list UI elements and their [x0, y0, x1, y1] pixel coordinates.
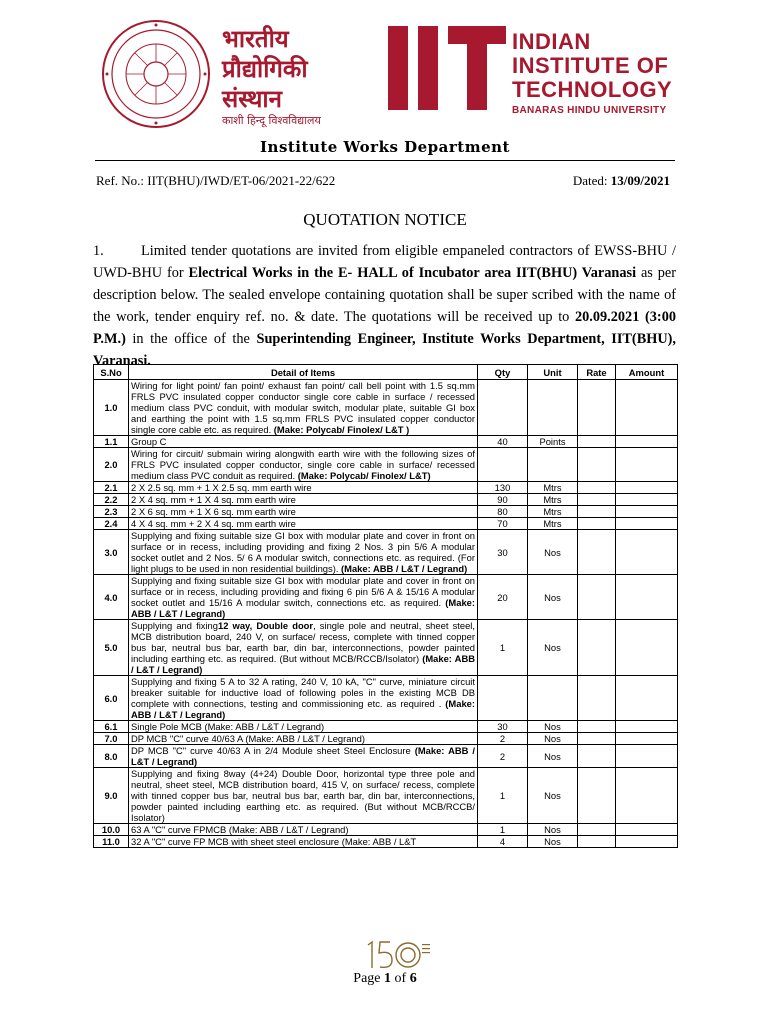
page-number — [0, 971, 770, 987]
item-sno: 1.1 — [94, 436, 129, 448]
date-line — [573, 173, 670, 189]
item-detail — [129, 530, 478, 575]
item-text: DP MCB "C" curve 40/63 A (Make: ABB / L&T / Legrand) — [131, 733, 366, 744]
item-rate — [578, 824, 616, 836]
table-row — [94, 836, 678, 848]
items-table — [93, 364, 678, 848]
eng-line-2: INSTITUTE OF — [512, 53, 669, 78]
para-text-1: Limited tender quotations are invited from eligible empaneled contractors of EWSS-BHU / UWD-BHU for — [93, 243, 676, 281]
header-sno: S.No — [94, 365, 129, 380]
item-sno: 8.0 — [94, 745, 129, 768]
item-detail — [129, 448, 478, 482]
item-qty: 80 — [478, 506, 528, 518]
item-detail — [129, 620, 478, 676]
item-make: (Make: Polycab/ Finolex/ L&T) — [297, 470, 431, 481]
table-row — [94, 506, 678, 518]
item-amount — [616, 824, 678, 836]
item-text: Group C — [131, 436, 167, 447]
item-qty: 40 — [478, 436, 528, 448]
item-sno: 2.3 — [94, 506, 129, 518]
item-detail — [129, 518, 478, 530]
item-unit — [528, 380, 578, 436]
hindi-line-4: काशी हिन्दू विश्वविद्यालय — [222, 114, 321, 127]
item-rate — [578, 836, 616, 848]
page-current: 1 — [384, 971, 392, 986]
item-unit: Points — [528, 436, 578, 448]
item-unit: Mtrs — [528, 482, 578, 494]
item-text: Wiring for light point/ fan point/ exhaust fan point/ call bell point with 1.5 sq.mm FRLS PVC insulated copper conductor single core cable in surface / recessed medium class PVC conduit, with modular switch, modular plate, suitable GI box and earthing the point with 1.5 sq.mm FRLS PVC insulated copper conductor single core cable etc. as required. — [131, 380, 475, 435]
eng-line-3: TECHNOLOGY — [512, 77, 673, 102]
item-rate — [578, 721, 616, 733]
eng-line-4: BANARAS HINDU UNIVERSITY — [512, 105, 667, 116]
item-rate — [578, 676, 616, 721]
item-amount — [616, 506, 678, 518]
table-row — [94, 745, 678, 768]
item-amount — [616, 575, 678, 620]
item-qty — [478, 676, 528, 721]
table-row — [94, 824, 678, 836]
eng-line-1: INDIAN — [512, 29, 591, 54]
iit-bhu-seal-icon — [100, 18, 212, 130]
hindi-line-1: भारतीय — [222, 25, 289, 53]
item-detail — [129, 721, 478, 733]
item-qty: 2 — [478, 745, 528, 768]
table-row — [94, 768, 678, 824]
item-unit: Nos — [528, 575, 578, 620]
para-bold-2: 20.09.2021 (3:00 P.M.) — [93, 309, 676, 347]
item-unit: Nos — [528, 745, 578, 768]
header-unit: Unit — [528, 365, 578, 380]
item-qty: 4 — [478, 836, 528, 848]
para-bold-1: Electrical Works in the E- HALL of Incubator area IIT(BHU) Varanasi — [188, 265, 637, 281]
item-make: (Make: ABB / L&T / Legrand) — [131, 653, 475, 675]
table-row — [94, 494, 678, 506]
table-row — [94, 721, 678, 733]
item-text: Supplying and fixing 5 A to 32 A rating, 240 V, 10 kA, "C" curve, miniature circuit breaker suitable for inductive load of following poles in the existing MCB DB complete with connections, testing and commissioning etc. as required . — [131, 676, 475, 709]
item-unit: Nos — [528, 733, 578, 745]
item-rate — [578, 768, 616, 824]
item-qty: 30 — [478, 721, 528, 733]
item-unit: Mtrs — [528, 506, 578, 518]
table-row — [94, 676, 678, 721]
department-title: Institute Works Department — [260, 138, 510, 156]
item-detail — [129, 494, 478, 506]
page-label: Page — [353, 971, 385, 986]
item-amount — [616, 620, 678, 676]
item-amount — [616, 482, 678, 494]
item-rate — [578, 380, 616, 436]
item-amount — [616, 494, 678, 506]
item-rate — [578, 733, 616, 745]
table-header-row — [94, 365, 678, 380]
item-rate — [578, 448, 616, 482]
item-rate — [578, 482, 616, 494]
item-unit: Nos — [528, 620, 578, 676]
item-unit: Nos — [528, 530, 578, 575]
table-row — [94, 518, 678, 530]
table-row — [94, 380, 678, 436]
item-make: (Make: ABB / L&T / Legrand) — [131, 597, 475, 619]
item-amount — [616, 436, 678, 448]
item-make: (Make: ABB / L&T / Legrand) — [131, 698, 475, 720]
item-qty — [478, 448, 528, 482]
item-detail — [129, 676, 478, 721]
item-amount — [616, 745, 678, 768]
item-sno: 7.0 — [94, 733, 129, 745]
notice-paragraph — [93, 240, 676, 372]
item-unit: Nos — [528, 824, 578, 836]
item-qty: 130 — [478, 482, 528, 494]
item-sno: 5.0 — [94, 620, 129, 676]
item-rate — [578, 494, 616, 506]
item-detail — [129, 836, 478, 848]
table-row — [94, 482, 678, 494]
item-qty: 70 — [478, 518, 528, 530]
table-row — [94, 436, 678, 448]
item-make: (Make: ABB / L&T / Legrand) — [341, 563, 468, 574]
item-amount — [616, 676, 678, 721]
header-detail: Detail of Items — [129, 365, 478, 380]
item-sno: 6.1 — [94, 721, 129, 733]
item-detail — [129, 506, 478, 518]
item-qty: 1 — [478, 824, 528, 836]
table-row — [94, 530, 678, 575]
item-sno: 1.0 — [94, 380, 129, 436]
notice-title: QUOTATION NOTICE — [303, 210, 467, 229]
page-total: 6 — [409, 971, 417, 986]
item-text: 4 X 4 sq. mm + 2 X 4 sq. mm earth wire — [131, 518, 296, 529]
reference-number: Ref. No.: IIT(BHU)/IWD/ET-06/2021-22/622 — [96, 173, 336, 188]
item-text: DP MCB "C" curve 40/63 A in 2/4 Module sheet Steel Enclosure — [131, 745, 415, 756]
150-years-logo-icon — [362, 936, 432, 972]
item-text: 32 A "C" curve FP MCB with sheet steel enclosure (Make: ABB / L&T — [131, 836, 417, 847]
item-amount — [616, 733, 678, 745]
item-amount — [616, 721, 678, 733]
item-qty: 1 — [478, 768, 528, 824]
dated-value: 13/09/2021 — [610, 173, 670, 188]
english-name-block — [512, 30, 672, 118]
item-qty: 20 — [478, 575, 528, 620]
item-rate — [578, 518, 616, 530]
item-unit — [528, 448, 578, 482]
item-rate — [578, 745, 616, 768]
item-text: Supplying and fixing suitable size GI box with modular plate and cover in front on surface or in recess, including providing and fixing 2 Nos. 3 pin 5/6 A modular socket outlet and 2 Nos. 5/ 6 A modular switch, connections etc. as required. (For light plugs to be used in non residential buildings). — [131, 530, 475, 574]
item-unit: Mtrs — [528, 518, 578, 530]
iit-logo-icon — [388, 26, 506, 110]
item-text: 2 X 6 sq. mm + 1 X 6 sq. mm earth wire — [131, 506, 296, 517]
table-row — [94, 575, 678, 620]
item-make: (Make: Polycab/ Finolex/ L&T ) — [273, 424, 410, 435]
item-detail — [129, 768, 478, 824]
item-amount — [616, 530, 678, 575]
paragraph-number: 1. — [93, 243, 104, 259]
item-text: Supplying and fixing suitable size GI box with modular plate and cover in front on surface or in recess, including providing and fixing 6 pin 5/6 A & 15/16 A modular socket outlet and 15/16 A modular switch, connections etc. as required. — [131, 575, 475, 608]
item-qty — [478, 380, 528, 436]
item-sno: 4.0 — [94, 575, 129, 620]
item-detail — [129, 733, 478, 745]
para-text-3: in the office of the — [125, 331, 257, 347]
item-detail — [129, 824, 478, 836]
table-row — [94, 448, 678, 482]
para-text-2: as per description below. The sealed envelope containing quotation shall be super scribed with the name of the work, tender enquiry ref. no. & date. The quotations will be received up to — [93, 265, 676, 325]
item-make: (Make: ABB / L&T / Legrand) — [131, 745, 475, 767]
item-text-pre: Supplying and fixing — [131, 620, 218, 631]
item-detail — [129, 482, 478, 494]
item-detail — [129, 575, 478, 620]
item-qty: 30 — [478, 530, 528, 575]
item-sno: 2.1 — [94, 482, 129, 494]
item-detail — [129, 745, 478, 768]
item-rate — [578, 506, 616, 518]
item-amount — [616, 448, 678, 482]
item-sno: 11.0 — [94, 836, 129, 848]
letterhead — [0, 0, 770, 135]
item-amount — [616, 380, 678, 436]
header-amount: Amount — [616, 365, 678, 380]
item-sno: 10.0 — [94, 824, 129, 836]
item-qty: 90 — [478, 494, 528, 506]
item-unit: Nos — [528, 721, 578, 733]
item-text: Single Pole MCB (Make: ABB / L&T / Legrand) — [131, 721, 325, 732]
header-rate: Rate — [578, 365, 616, 380]
item-sno: 2.0 — [94, 448, 129, 482]
item-text: Supplying and fixing 8way (4+24) Double Door, horizontal type three pole and neutral, sheet steel, MCB distribution board, 415 V, on surface/ recess, complete with tinned copper bus bar, neutral bus bar, earth bar, din bar, interconnections, powder painted including earthing etc. as required. (But without MCB/RCCB/ Isolator) — [131, 768, 475, 823]
hindi-line-2: प्रौद्योगिकी — [222, 55, 308, 83]
page-of: of — [391, 971, 410, 986]
item-unit — [528, 676, 578, 721]
item-amount — [616, 836, 678, 848]
item-rate — [578, 436, 616, 448]
item-rate — [578, 620, 616, 676]
table-row — [94, 620, 678, 676]
item-qty: 2 — [478, 733, 528, 745]
item-rate — [578, 575, 616, 620]
dated-label: Dated: — [572, 173, 611, 188]
table-body — [94, 380, 678, 848]
item-sno: 3.0 — [94, 530, 129, 575]
item-text: 63 A "C" curve FPMCB (Make: ABB / L&T / Legrand) — [131, 824, 349, 835]
item-amount — [616, 768, 678, 824]
item-text: , single pole and neutral, sheet steel, MCB distribution board, 240 V, on surface/ recess, complete with tinned copper bus bar, neutral bus bar, earth bar, din bar, interconnections, powder painted including earthing etc. as required. (But without MCB/RCCB/Isolator) — [131, 620, 475, 664]
item-rate — [578, 530, 616, 575]
item-amount — [616, 518, 678, 530]
item-sno: 9.0 — [94, 768, 129, 824]
header-qty: Qty — [478, 365, 528, 380]
item-unit: Nos — [528, 768, 578, 824]
item-text: 2 X 2.5 sq. mm + 1 X 2.5 sq. mm earth wire — [131, 482, 312, 493]
item-qty: 1 — [478, 620, 528, 676]
item-sno: 6.0 — [94, 676, 129, 721]
hindi-name-block — [222, 24, 372, 128]
item-text: Wiring for circuit/ submain wiring alongwith earth wire with the following sizes of FRLS PVC insulated copper conductor, single core cable in surface/ recessed medium class PVC conduit as required. — [131, 448, 475, 481]
item-sno: 2.4 — [94, 518, 129, 530]
item-sno: 2.2 — [94, 494, 129, 506]
item-unit: Mtrs — [528, 494, 578, 506]
item-text-emph: 12 way, Double door — [217, 620, 314, 631]
hindi-line-3: संस्थान — [222, 85, 282, 113]
divider — [95, 160, 675, 161]
item-detail — [129, 380, 478, 436]
item-unit: Nos — [528, 836, 578, 848]
item-text: 2 X 4 sq. mm + 1 X 4 sq. mm earth wire — [131, 494, 296, 505]
item-detail — [129, 436, 478, 448]
table-row — [94, 733, 678, 745]
para-bold-3: Superintending Engineer, Institute Works Department, IIT(BHU), Varanasi. — [93, 331, 677, 369]
